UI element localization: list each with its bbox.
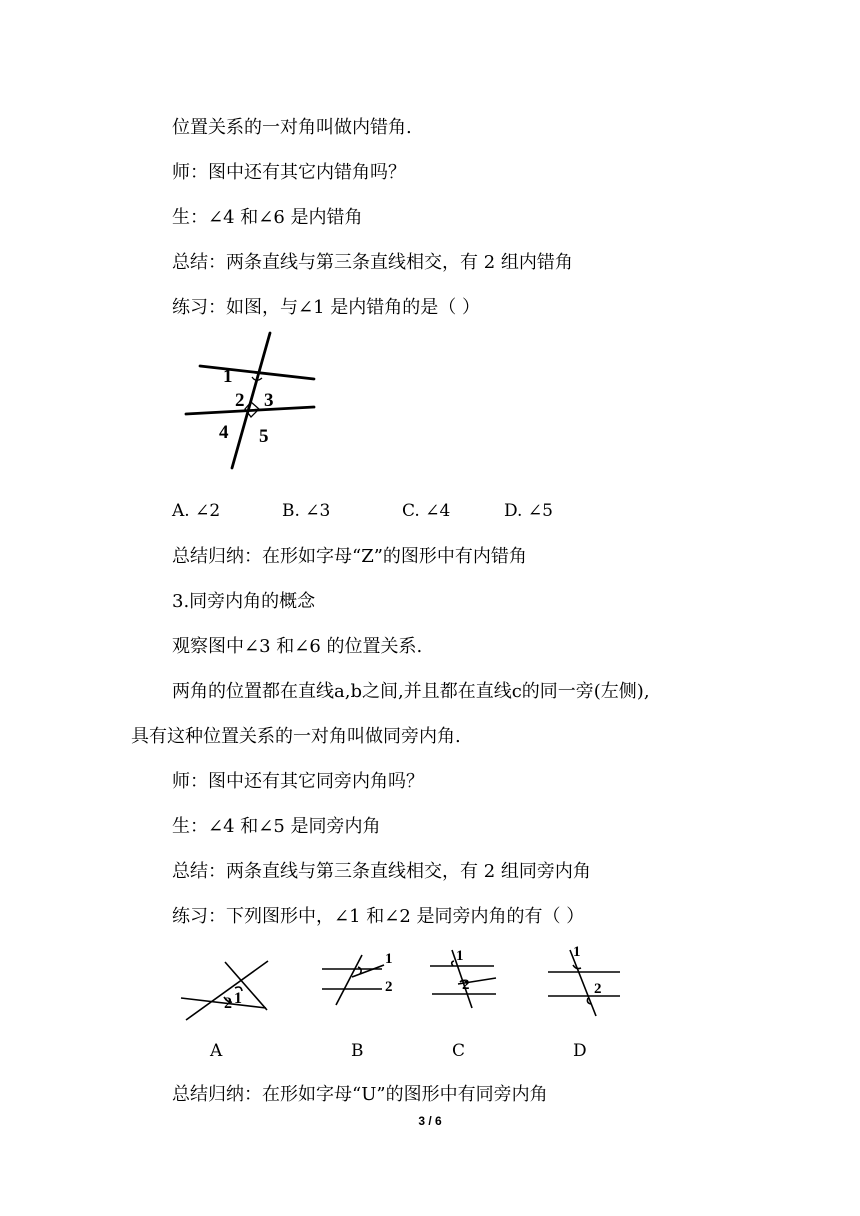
figure-caption-d: D (573, 1041, 587, 1061)
option-a: A. ∠2 (172, 501, 221, 521)
exercise2-figure-d (540, 940, 630, 1020)
figure-caption-b: B (351, 1041, 364, 1061)
exercise-question: 练习：下列图形中，∠1 和∠2 是同旁内角的有（ ） (172, 906, 585, 927)
text-line: 总结：两条直线与第三条直线相交，有 2 组内错角 (172, 252, 573, 273)
angle-label: 3 (264, 390, 274, 411)
angle-label: 2 (462, 977, 470, 993)
option-d: D. ∠5 (504, 501, 553, 521)
text-line: 观察图中∠3 和∠6 的位置关系. (172, 636, 423, 657)
exercise-question: 练习：如图，与∠1 是内错角的是（ ） (172, 297, 480, 318)
angle-label: 1 (385, 951, 393, 967)
section-heading: 3.同旁内角的概念 (172, 591, 316, 612)
text-line: 师：图中还有其它内错角吗？ (172, 162, 406, 183)
angle-label: 2 (224, 995, 232, 1012)
angle-label: 2 (385, 979, 393, 995)
exercise2-figure-c (424, 944, 504, 1014)
text-line: 师：图中还有其它同旁内角吗？ (172, 771, 424, 792)
option-b: B. ∠3 (282, 501, 331, 521)
angle-label: 2 (235, 390, 245, 411)
page-number: 3 / 6 (418, 1114, 442, 1128)
angle-label: 2 (594, 981, 602, 997)
angle-label: 1 (223, 366, 233, 387)
figure-caption-a: A (210, 1041, 223, 1061)
text-line: 位置关系的一对角叫做内错角. (172, 117, 412, 138)
text-line: 具有这种位置关系的一对角叫做同旁内角. (131, 726, 461, 747)
angle-label: 4 (219, 422, 229, 443)
angle-label: 5 (259, 426, 269, 447)
text-line: 两角的位置都在直线a,b之间,并且都在直线c的同一旁(左侧), (172, 681, 650, 702)
text-line: 生：∠4 和∠6 是内错角 (172, 207, 363, 228)
option-c: C. ∠4 (402, 501, 451, 521)
angle-label: 1 (234, 990, 242, 1007)
angle-label: 1 (573, 944, 581, 960)
exercise1-figure (178, 330, 328, 472)
summary-line: 总结归纳：在形如字母“U”的图形中有同旁内角 (172, 1084, 548, 1105)
text-line: 生：∠4 和∠5 是同旁内角 (172, 816, 381, 837)
text-line: 总结：两条直线与第三条直线相交，有 2 组同旁内角 (172, 861, 591, 882)
figure-caption-c: C (452, 1041, 466, 1061)
summary-line: 总结归纳：在形如字母“Z”的图形中有内错角 (172, 546, 527, 567)
exercise2-figure-a (178, 950, 278, 1026)
exercise2-figure-b (316, 945, 406, 1015)
angle-label: 1 (456, 948, 464, 964)
